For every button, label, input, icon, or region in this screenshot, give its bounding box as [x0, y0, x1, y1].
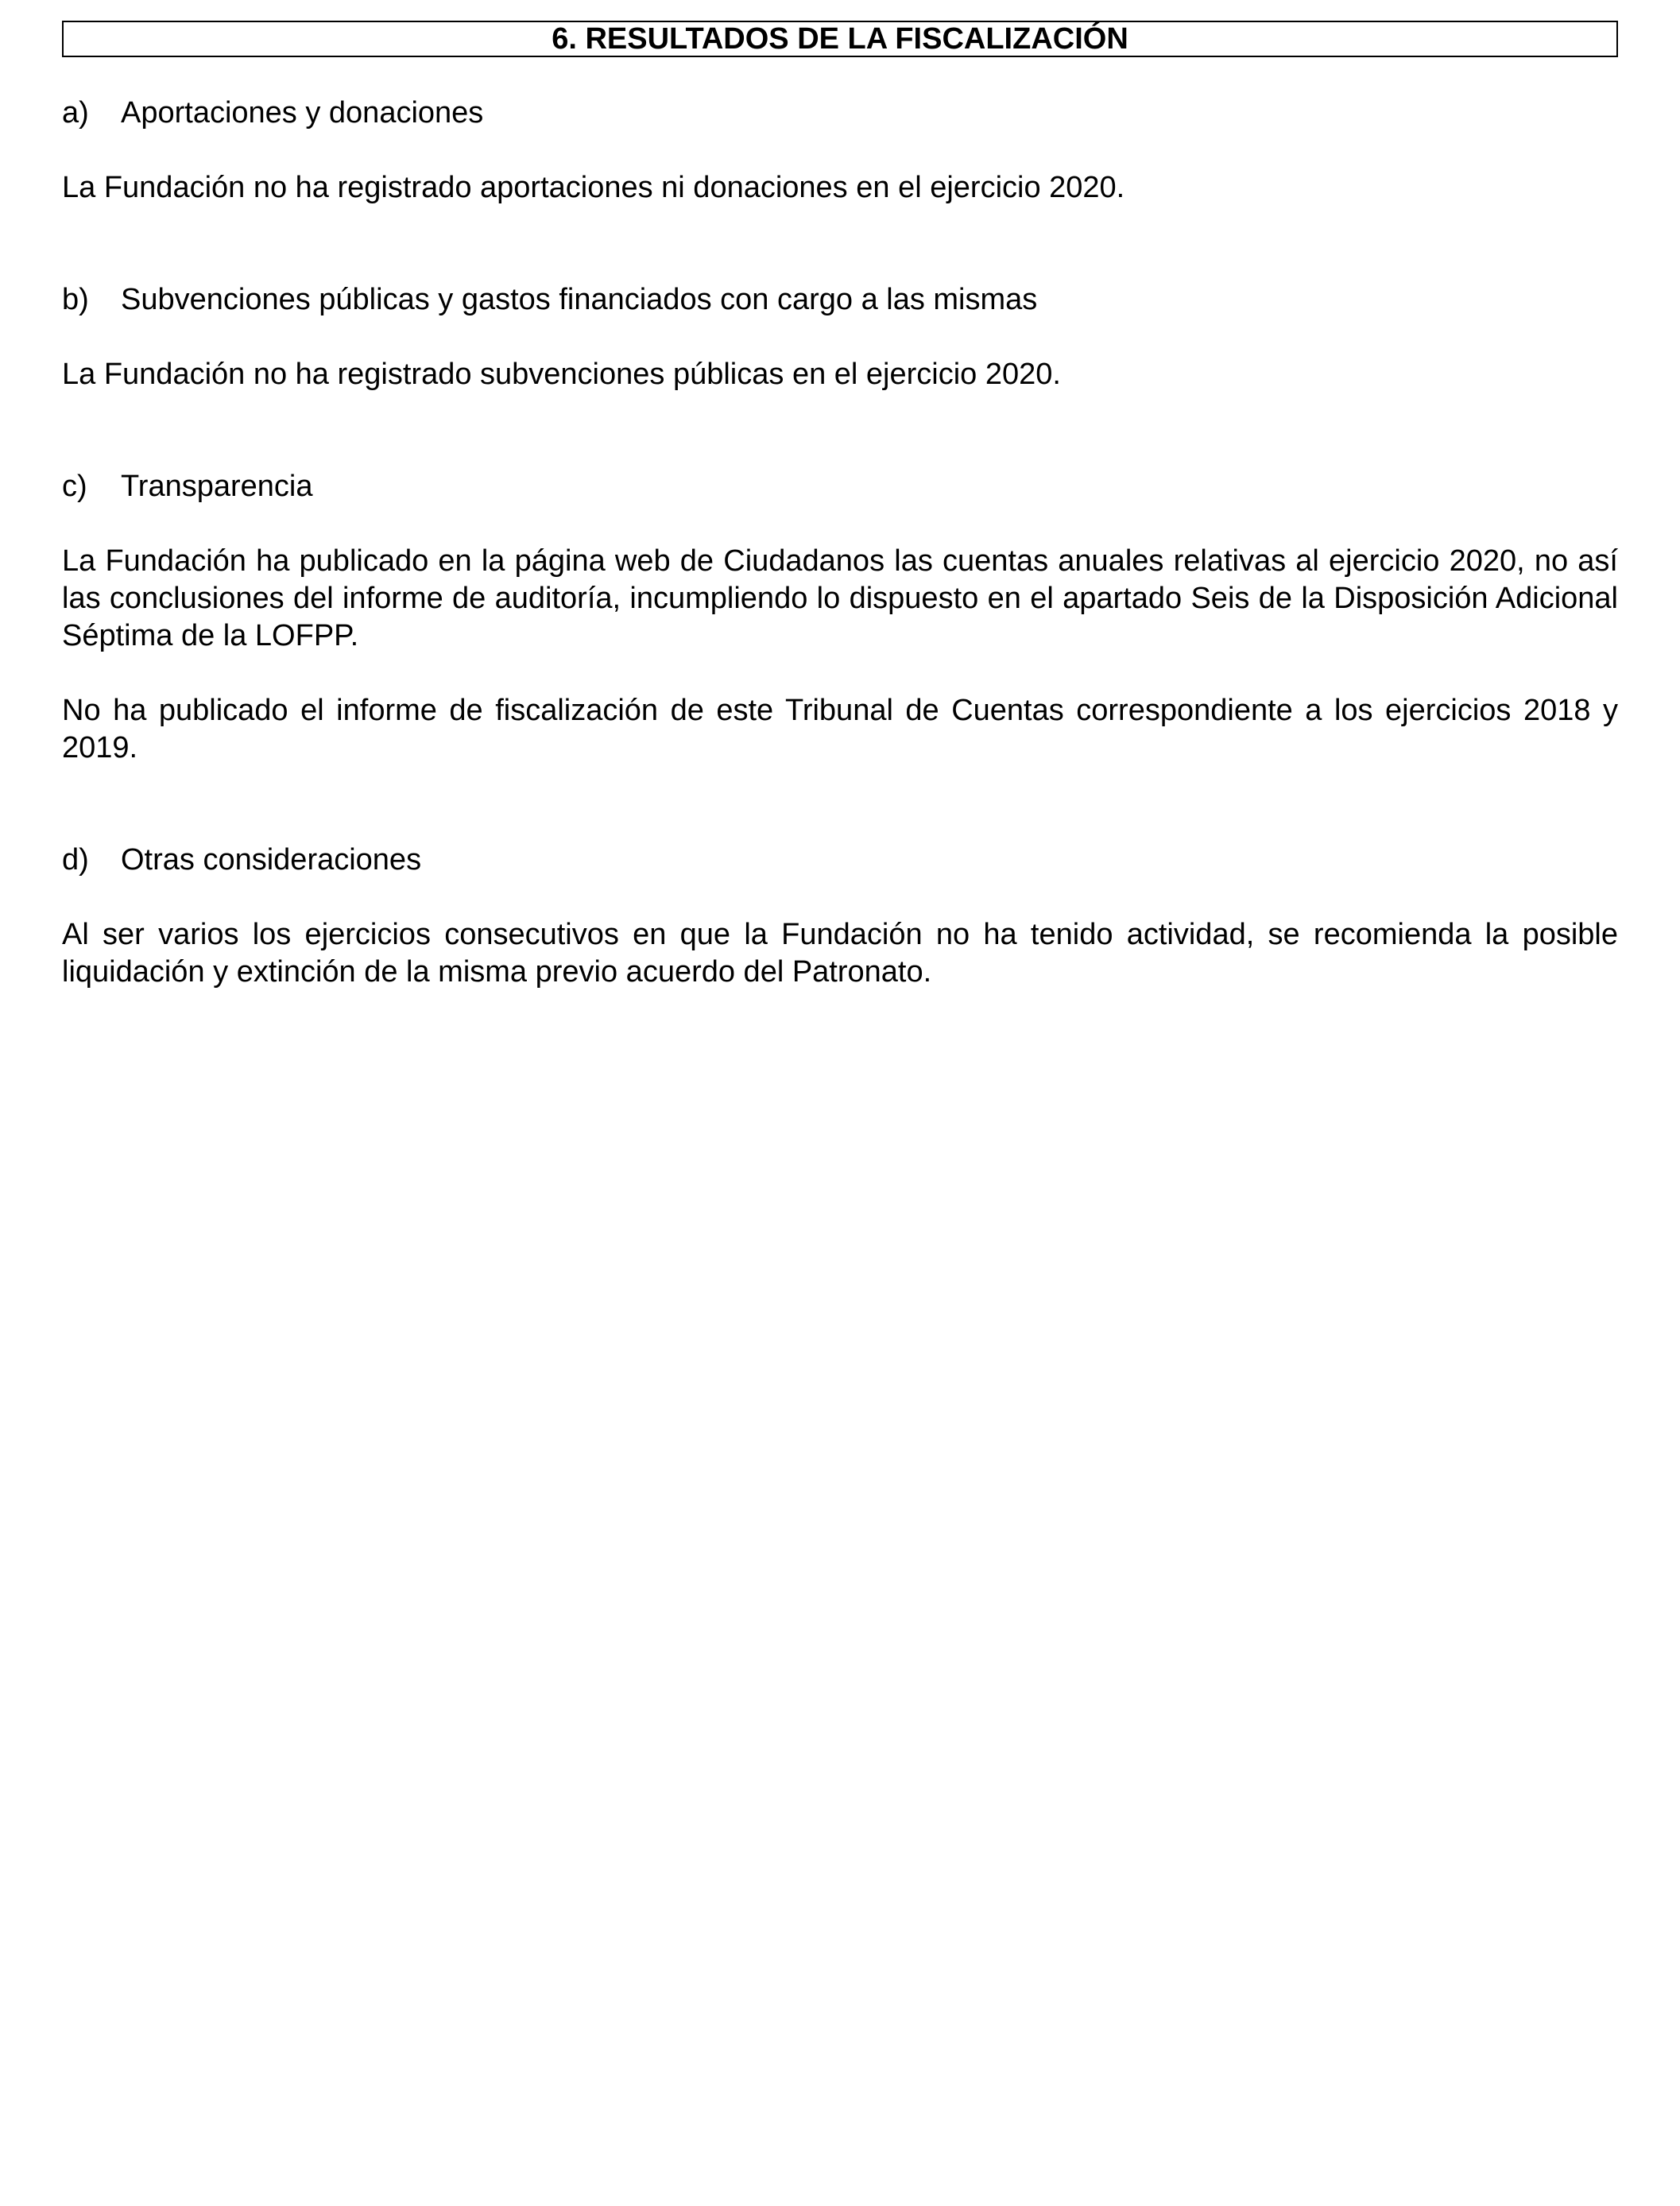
section-heading-text: Subvenciones públicas y gastos financiados con cargo a las mismas: [121, 283, 1038, 316]
paragraph: No ha publicado el informe de fiscalización de este Tribunal de Cuentas correspondiente a los ejercicios 2018 y 2019.: [62, 694, 1618, 764]
section-heading-text: Otras consideraciones: [121, 843, 422, 877]
paragraph: La Fundación no ha registrado aportaciones ni donaciones en el ejercicio 2020.: [62, 171, 1125, 204]
section-heading-b: [62, 281, 1618, 319]
document-page: [62, 21, 1618, 991]
section-title: 6. RESULTADOS DE LA FISCALIZACIÓN: [62, 21, 1618, 57]
paragraph: Al ser varios los ejercicios consecutivos en que la Fundación no ha tenido actividad, se recomienda la posible liquidación y extinción de la misma previo acuerdo del Patronato.: [62, 918, 1618, 989]
section-letter: a): [62, 96, 89, 130]
section-heading-c: [62, 468, 1618, 505]
section-heading-text: Aportaciones y donaciones: [121, 96, 484, 130]
section-heading-a: [62, 95, 1618, 132]
section-letter: c): [62, 470, 87, 503]
paragraph: La Fundación no ha registrado subvenciones públicas en el ejercicio 2020.: [62, 358, 1061, 391]
section-heading-text: Transparencia: [121, 470, 313, 503]
section-heading-d: [62, 842, 1618, 879]
section-letter: b): [62, 283, 89, 316]
paragraph: La Fundación ha publicado en la página web de Ciudadanos las cuentas anuales relativas al ejercicio 2020, no así las conclusiones del informe de auditoría, incumpliendo lo dispuesto en el apartado Seis de la Disposición Adicional Séptima de la LOFPP.: [62, 544, 1618, 652]
section-letter: d): [62, 843, 89, 877]
